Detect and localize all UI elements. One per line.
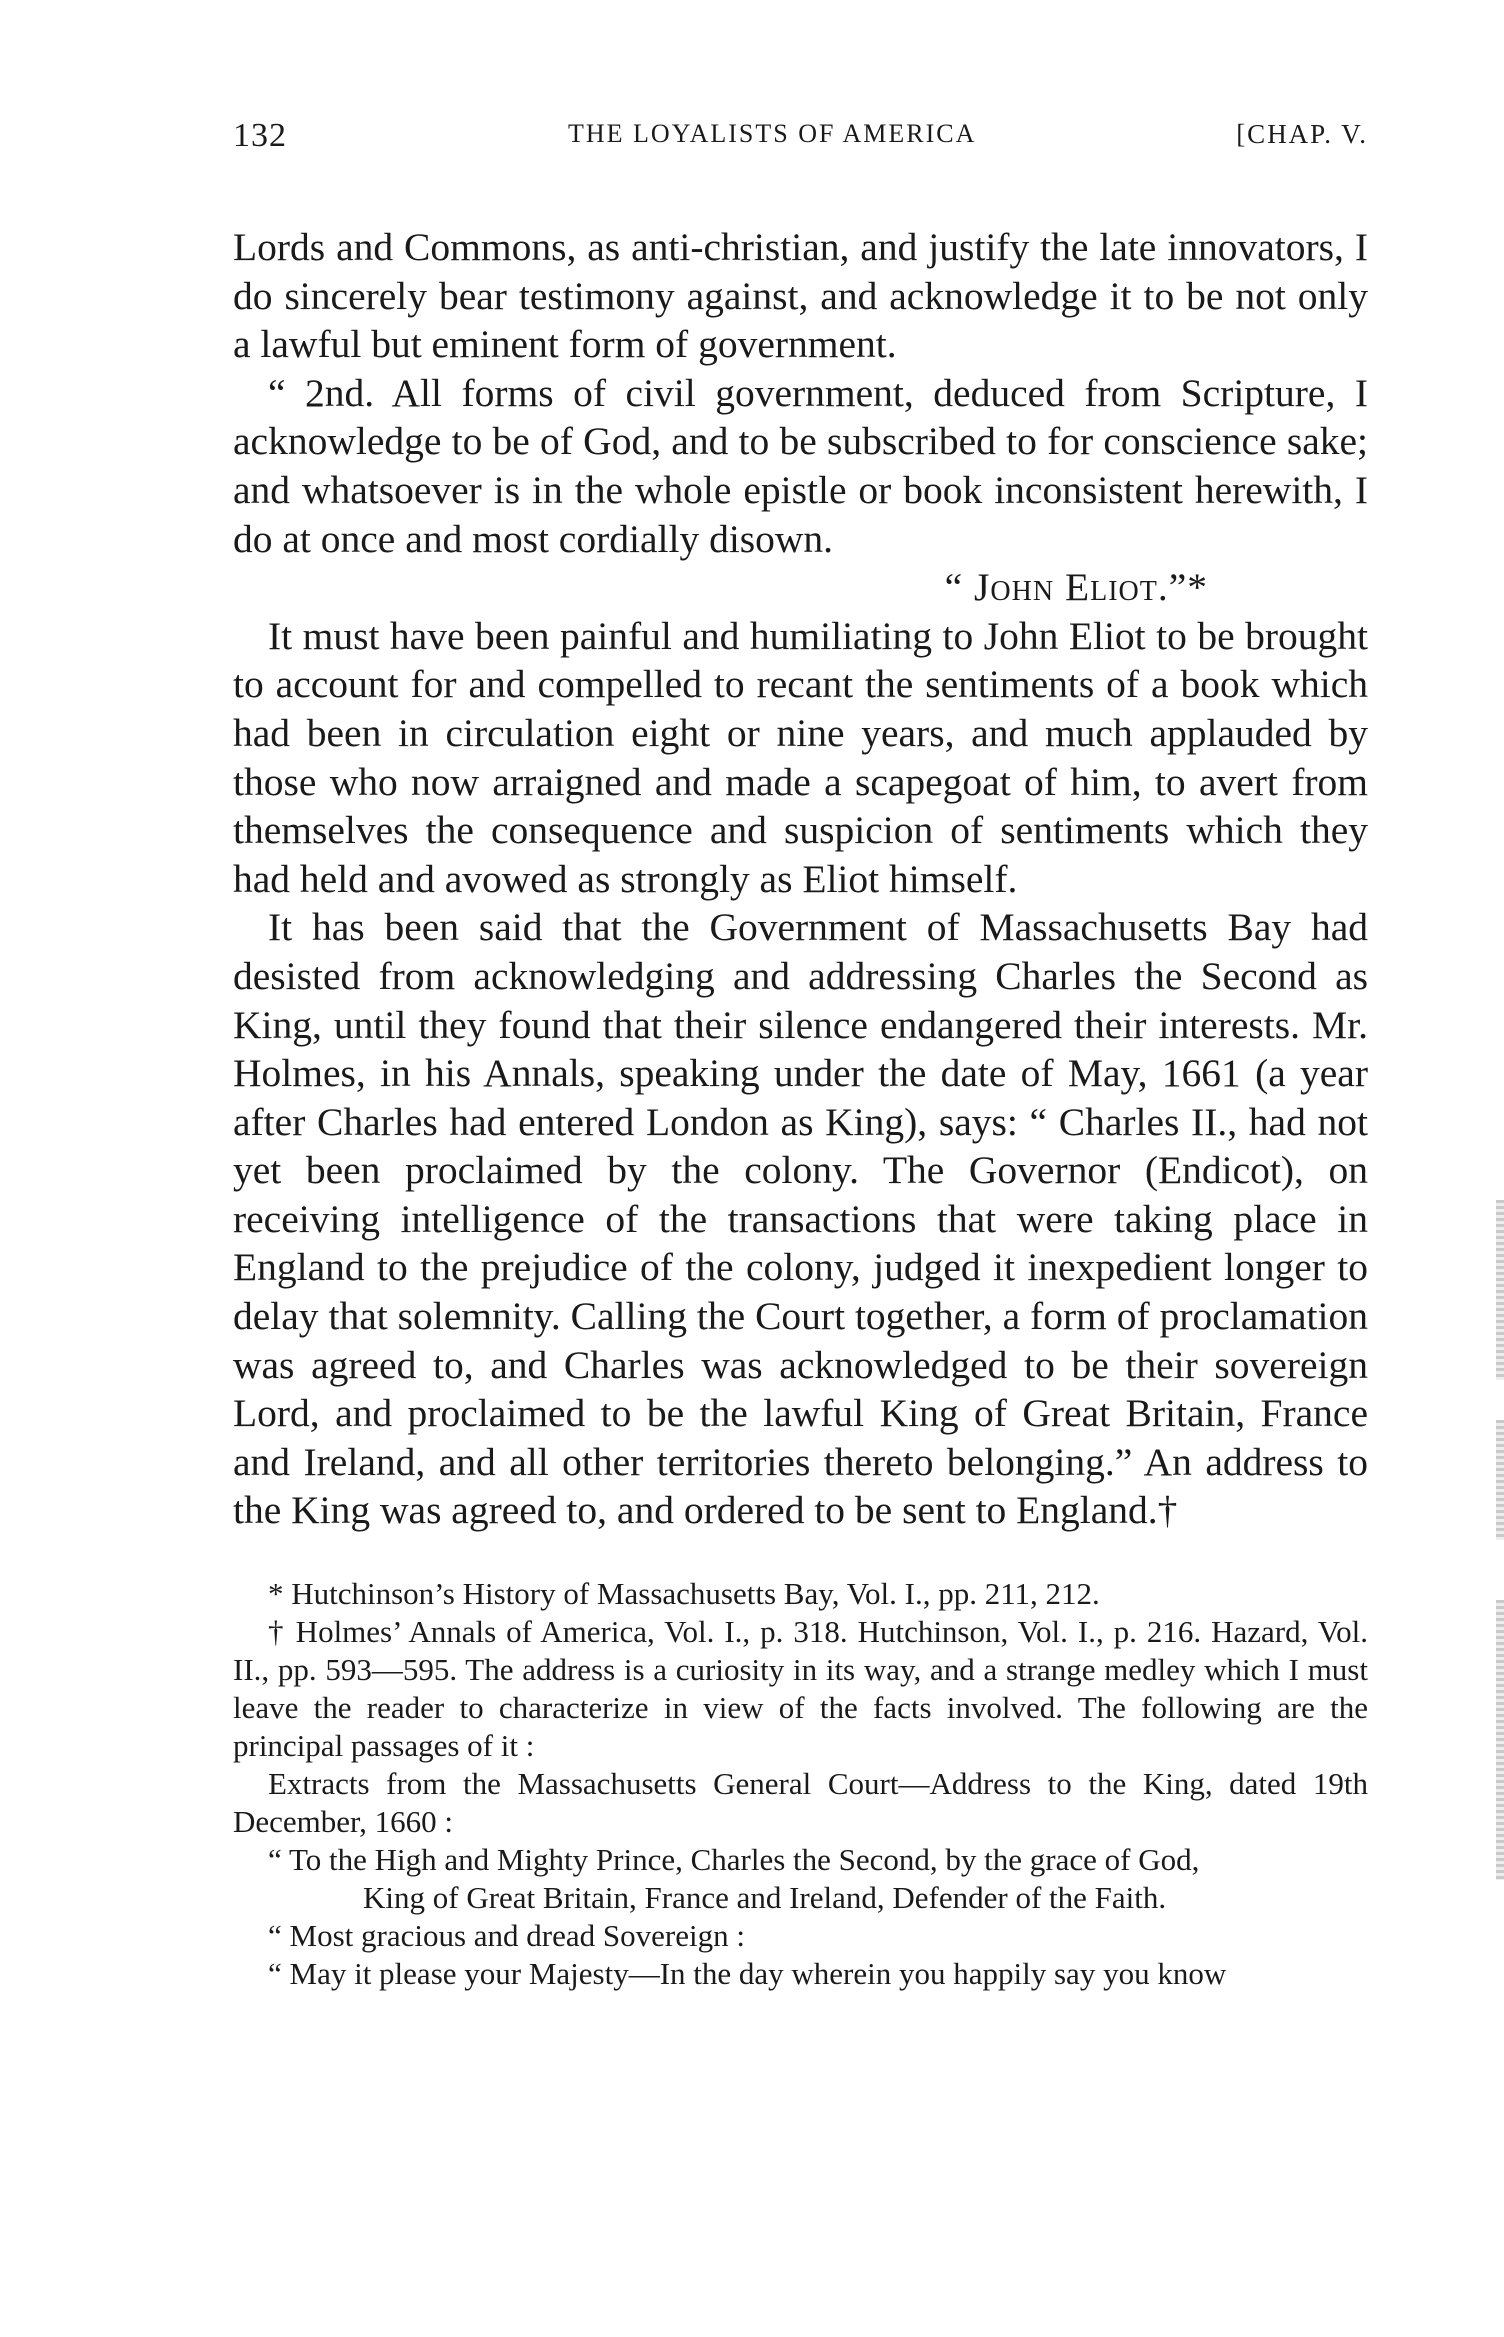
address-opening: “ May it please your Majesty—In the day wherein you happily say you know — [268, 1956, 1227, 1992]
address-heading — [233, 1841, 1368, 1917]
footnote-hutchinson: * Hutchinson’s History of Massachusetts Bay, Vol. I., pp. 211, 212. — [268, 1576, 1100, 1612]
footnote-extracts: Extracts from the Massachusetts General Court—Address to the King, dated 19th December, 1660 : — [233, 1766, 1368, 1840]
paragraph-continued: Lords and Commons, as anti-christian, and justify the late innovators, I do sincerely bear testimony against, and acknowledge it to be not only a lawful but eminent form of government. — [233, 225, 1368, 367]
running-title: THE LOYALISTS OF AMERICA — [568, 119, 977, 148]
paragraph-massachusetts-bay: It has been said that the Government of Massachusetts Bay had desisted from acknowledging and addressing Charles the Second as King, until they found that their silence endangered their interests. Mr. Holmes, in his Annals, speaking under the date of May, 1661 (a year after Charles had entered London as King), says: “ Charles II., had not yet been proclaimed by the colony. The Governor (Endicot), on receiving intelligence of the transactions that were taking place in England to the prejudice of the colony, judged it inexpedient longer to delay that solemnity. Calling the Court together, a form of proclamation was agreed to, and Charles was acknowledged to be their sovereign Lord, and proclaimed to be the lawful King of Great Britain, France and Ireland, and all other territories thereto belonging.” An address to the King was agreed to, and ordered to be sent to England.† — [233, 905, 1368, 1533]
signature-john-eliot: “ John Eliot.”* — [944, 565, 1208, 610]
page-number: 132 — [233, 117, 287, 154]
address-line-2: King of Great Britain, France and Ireland, Defender of the Faith. — [363, 1880, 1167, 1916]
paragraph-second-article: “ 2nd. All forms of civil government, deduced from Scripture, I acknowledge to be of God, and to be subscribed to for conscience sake; and whatsoever is in the whole epistle or book inconsistent herewith, I do at once and most cordially disown. — [233, 370, 1368, 561]
main-text — [233, 223, 1368, 1535]
scan-edge-mark — [1496, 1600, 1504, 1880]
running-head — [233, 105, 1368, 165]
address-salutation: “ Most gracious and dread Sovereign : — [268, 1918, 745, 1954]
scan-edge-mark — [1496, 1420, 1504, 1540]
chapter-label: [CHAP. V. — [1236, 119, 1368, 149]
address-line-1: “ To the High and Mighty Prince, Charles the Second, by the grace of God, — [268, 1842, 1200, 1878]
footnote-holmes: † Holmes’ Annals of America, Vol. I., p. 318. Hutchinson, Vol. I., p. 216. Hazard, Vol. II., pp. 593—595. The address is a curiosity in its way, and a strange medley which I must leave the reader to characterize in view of the facts involved. The following are the principal passages of it : — [233, 1614, 1368, 1764]
scan-edge-mark — [1496, 1200, 1504, 1380]
paragraph-eliot-recant: It must have been painful and humiliating to John Eliot to be brought to account for and compelled to recant the sentiments of a book which had been in circulation eight or nine years, and much applauded by those who now arraigned and made a scapegoat of him, to avert from themselves the consequence and suspicion of sentiments which they had held and avowed as strongly as Eliot himself. — [233, 613, 1368, 901]
footnotes — [233, 1575, 1368, 1993]
book-page — [233, 105, 1368, 1993]
